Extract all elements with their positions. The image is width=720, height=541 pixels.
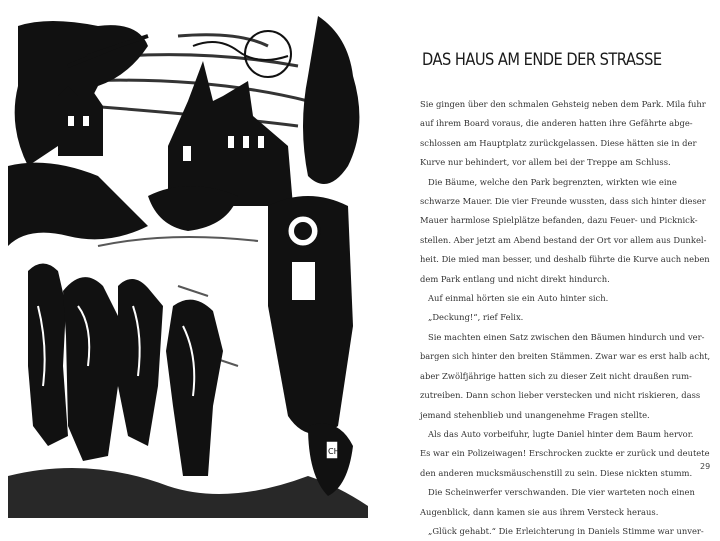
text-line: schwarze Mauer. Die vier Freunde wussten, dass sich hinter dieser <box>420 196 706 207</box>
text-line: Augenblick, dann kamen sie aus ihrem Versteck heraus. <box>420 506 659 517</box>
child-3-figure <box>118 279 163 446</box>
text-line: den anderen mucksmäuschenstill zu sein. Diese nickten stumm. <box>420 467 693 478</box>
text-line: Als das Auto vorbeifuhr, lugte Daniel hinter dem Baum hervor. <box>428 428 694 439</box>
text-line: bargen sich hinter den breiten Stämmen. Zwar war es erst halb acht, <box>420 351 711 362</box>
text-line: schlossen am Hauptplatz zurückgelassen. Diese hätten sie in der <box>420 137 697 148</box>
child-1-figure <box>28 264 68 447</box>
text-line: Mauer harmlose Spielplätze befanden, dazu Feuer- und Picknick- <box>420 215 698 226</box>
text-line: Sie machten einen Satz zwischen den Bäumen hindurch und ver- <box>428 331 705 342</box>
illustration-image <box>8 6 378 518</box>
chapter-title: DAS HAUS AM ENDE DER STRASSE <box>422 50 662 70</box>
text-line: Kurve nur behindert, vor allem bei der Treppe am Schluss. <box>420 157 671 168</box>
text-line: Die Bäume, welche den Park begrenzten, wirkten wie eine <box>428 176 677 187</box>
text-line: dem Park entlang und nicht direkt hindurch. <box>420 273 610 284</box>
text-line: Die Scheinwerfer verschwanden. Die vier warteten noch einen <box>428 487 695 498</box>
signature-text: CH <box>328 447 340 456</box>
text-line: auf ihrem Board voraus, die anderen hatten ihre Gefährte abge- <box>420 118 693 129</box>
text-page <box>420 0 711 536</box>
text-line: aber Zwölfjährige hatten sich zu dieser Zeit nicht draußen rum- <box>420 370 692 381</box>
text-line: Es war ein Polizeiwagen! Erschrocken zuckte er zurück und deutete <box>420 448 710 459</box>
page-number: 29 <box>700 462 711 471</box>
text-line: Auf einmal hörten sie ein Auto hinter sich. <box>428 293 609 304</box>
text-line: heit. Die mied man besser, und deshalb führte die Kurve auch neben <box>420 254 710 265</box>
text-line: Sie gingen über den schmalen Gehsteig neben dem Park. Mila fuhr <box>420 99 706 109</box>
child-2-figure <box>63 277 118 461</box>
body-text <box>420 95 710 541</box>
moon-shape <box>245 31 291 77</box>
text-line: stellen. Aber jetzt am Abend bestand der Ort vor allem aus Dunkel- <box>420 234 707 245</box>
text-line: zutreiben. Dann schon lieber verstecken und nicht riskieren, dass <box>420 390 701 401</box>
text-line: „Glück gehabt.“ Die Erleichterung in Daniels Stimme war unver- <box>428 525 704 536</box>
text-line: jemand stehenblieb und unangenehme Fragen stellte. <box>420 409 650 420</box>
ink-illustration <box>8 6 378 518</box>
text-line: „Deckung!“, rief Felix. <box>428 312 524 323</box>
